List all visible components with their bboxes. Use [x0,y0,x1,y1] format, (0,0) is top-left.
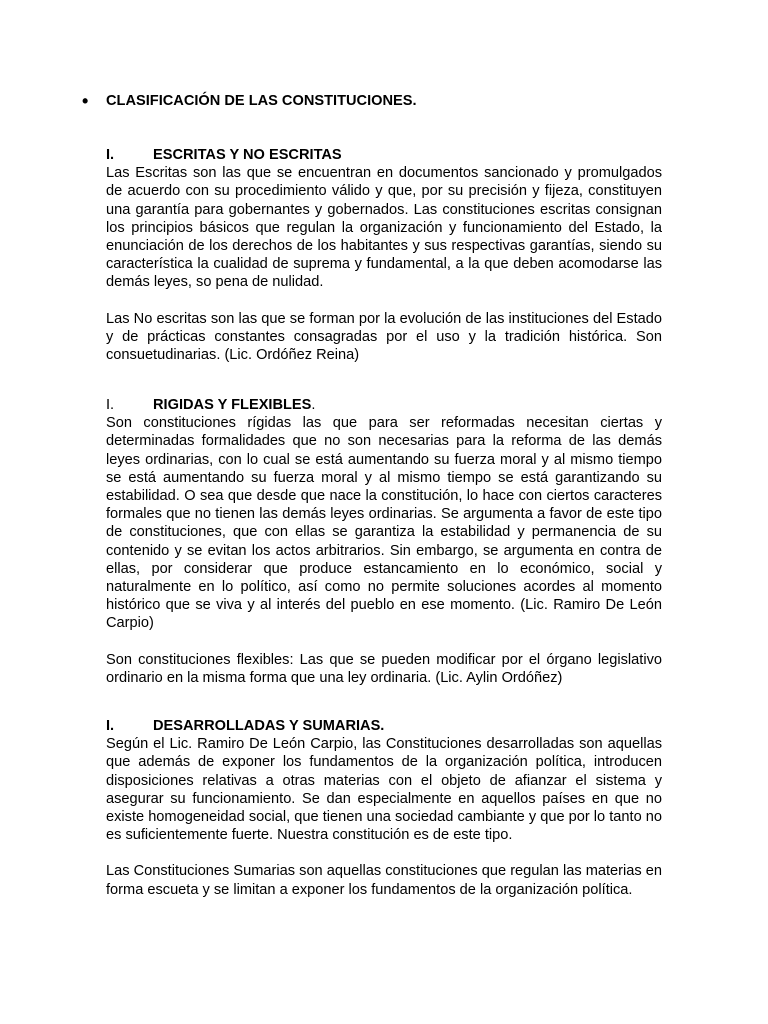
section-number: I. [106,718,115,734]
paragraph: Las Escritas son las que se encuentran en documentos sancionado y promulgados de acuerdo con su procedimiento válido y que, por su precisión y fijeza, constituyen una garantía para gobernantes y gobernados. Las constituciones escritas consignan los principios básicos que regulan la organización y funcionamiento del Estado, la enunciación de los derechos de los habitantes y sus respectivas garantías, siendo su característica la cualidad de suprema y fundamental, a la que deben acomodarse las demás leyes, so pena de nulidad. [106,165,662,291]
bullet-icon: • [82,91,89,111]
document-title-row [82,92,668,110]
paragraph: Las Constituciones Sumarias son aquellas constituciones que regulan las materias en forma escueta y se limitan a exponer los fundamentos de la organización política. [106,863,662,898]
section-desarrolladas [106,717,662,899]
paragraph: Las No escritas son las que se forman por la evolución de las instituciones del Estado y de prácticas constantes consagradas por el uso y la tradición histórica. Son consuetudinarias. (Lic. Ordóñez Reina) [106,310,662,364]
document-title: CLASIFICACIÓN DE LAS CONSTITUCIONES. [106,93,417,109]
section-title: ESCRITAS Y NO ESCRITAS [153,147,342,163]
section-number: I. [106,397,115,413]
section-heading [106,146,662,164]
section-escritas [106,146,662,364]
paragraph: Son constituciones rígidas las que para ser reformadas necesitan ciertas y determinadas formalidades que no son necesarias para la reforma de las demás leyes ordinarias, con lo cual se está aumentando su fuerza moral y al mismo tiempo se está aumentando su fuerza moral y al mismo tiempo se está garantizando su estabilidad. O sea que desde que nace la constitución, lo hace con ciertos caracteres formales que no tienen las demás leyes ordinarias. Se argumenta a favor de este tipo de constituciones, que con ellas se garantiza la estabilidad y permanencia de su contenido y se evitan los actos arbitrarios. Sin embargo, se argumenta en contra de ellas, por considerar que produce estancamiento en lo económico, social y naturalmente en lo político, así como no permite soluciones acordes al momento histórico que se viva y al interés del pueblo en ese momento. (Lic. Ramiro De León Carpio) [106,415,662,632]
section-title-text: RIGIDAS Y FLEXIBLES [153,397,312,413]
section-heading [106,396,662,414]
section-rigidas [106,396,662,687]
paragraph: Según el Lic. Ramiro De León Carpio, las Constituciones desarrolladas son aquellas que además de exponer los fundamentos de la organización política, introducen disposiciones relativas a otras materias con el objeto de afianzar el sistema y asegurar su funcionamiento. Se dan especialmente en aquellos países en que no existe homogeneidad social, que tienen una sociedad cambiante y que por lo tanto no es suficientemente fuerte. Nuestra constitución es de este tipo. [106,736,662,844]
section-title [153,396,315,414]
section-title: DESARROLLADAS Y SUMARIAS. [153,718,385,734]
section-title-suffix: . [311,397,316,413]
paragraph: Son constituciones flexibles: Las que se pueden modificar por el órgano legislativo ordinario en la misma forma que una ley ordinaria. (Lic. Aylin Ordóñez) [106,651,662,686]
section-heading [106,717,662,735]
section-number: I. [106,147,115,163]
